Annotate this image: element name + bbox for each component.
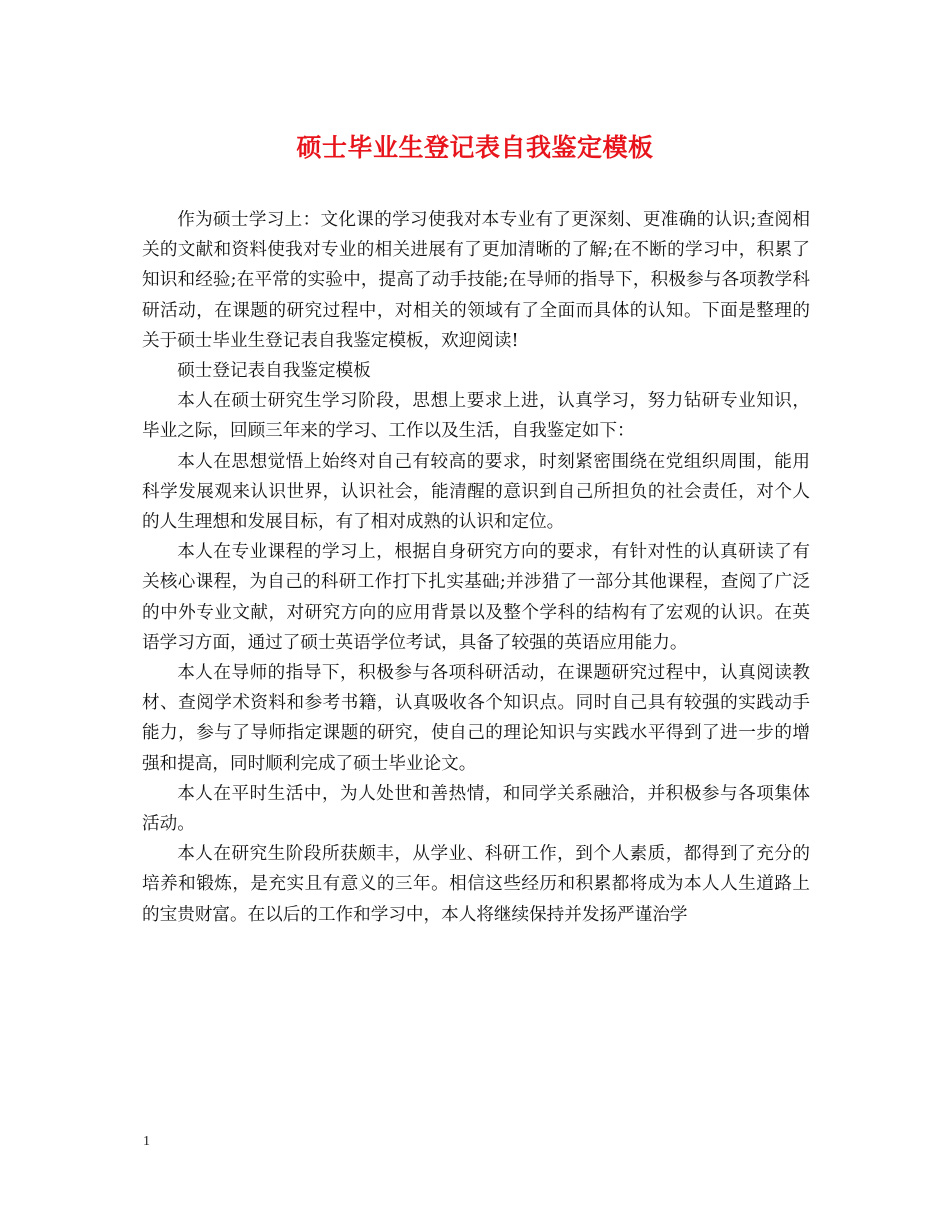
paragraph-research: 本人在导师的指导下，积极参与各项科研活动，在课题研究过程中，认真阅读教材、查阅学术资料和参考书籍，认真吸收各个知识点。同时自己具有较强的实践动手能力，参与了导师指定课题的研究，使自己的理论知识与实践水平得到了进一步的增强和提高，同时顺利完成了硕士毕业论文。 (142, 663, 810, 774)
paragraph-subtitle: 硕士登记表自我鉴定模板 (177, 361, 371, 382)
paragraph-life: 本人在平时生活中，为人处世和善热情，和同学关系融洽，并积极参与各项集体活动。 (142, 783, 810, 835)
paragraph-summary: 本人在研究生阶段所获颇丰，从学业、科研工作，到个人素质，都得到了充分的培养和锻炼，是充实且有意义的三年。相信这些经历和积累都将成为本人人生道路上的宝贵财富。在以后的工作和学习中，本人将继续保持并发扬严谨治学 (142, 844, 810, 925)
page-title: 硕士毕业生登记表自我鉴定模板 (296, 133, 654, 162)
paragraph-self-intro: 本人在硕士研究生学习阶段，思想上要求上进，认真学习，努力钻研专业知识，毕业之际，回顾三年来的学习、工作以及生活，自我鉴定如下： (142, 391, 810, 442)
paragraph-ideology: 本人在思想觉悟上始终对自己有较高的要求，时刻紧密围绕在党组织周围，能用科学发展观来认识世界，认识社会，能清醒的意识到自己所担负的社会责任，对个人的人生理想和发展目标，有了相对成熟的认识和定位。 (142, 451, 810, 533)
paragraph-coursework: 本人在专业课程的学习上，根据自身研究方向的要求，有针对性的认真研读了有关核心课程，为自己的科研工作打下扎实基础;并涉猎了一部分其他课程，查阅了广泛的中外专业文献，对研究方向的应用背景以及整个学科的结构有了宏观的认识。在英语学习方面，通过了硕士英语学位考试，具备了较强的英语应用能力。 (142, 542, 810, 653)
page-number: 1 (143, 1134, 150, 1149)
paragraph-intro: 作为硕士学习上：文化课的学习使我对本专业有了更深刻、更准确的认识;查阅相关的文献和资料使我对专业的相关进展有了更加清晰的了解;在不断的学习中，积累了知识和经验;在平常的实验中，提高了动手技能;在导师的指导下，积极参与各项教学科研活动，在课题的研究过程中，对相关的领域有了全面而具体的认知。下面是整理的关于硕士毕业生登记表自我鉴定模板，欢迎阅读! (142, 210, 810, 351)
document-body (142, 205, 810, 930)
